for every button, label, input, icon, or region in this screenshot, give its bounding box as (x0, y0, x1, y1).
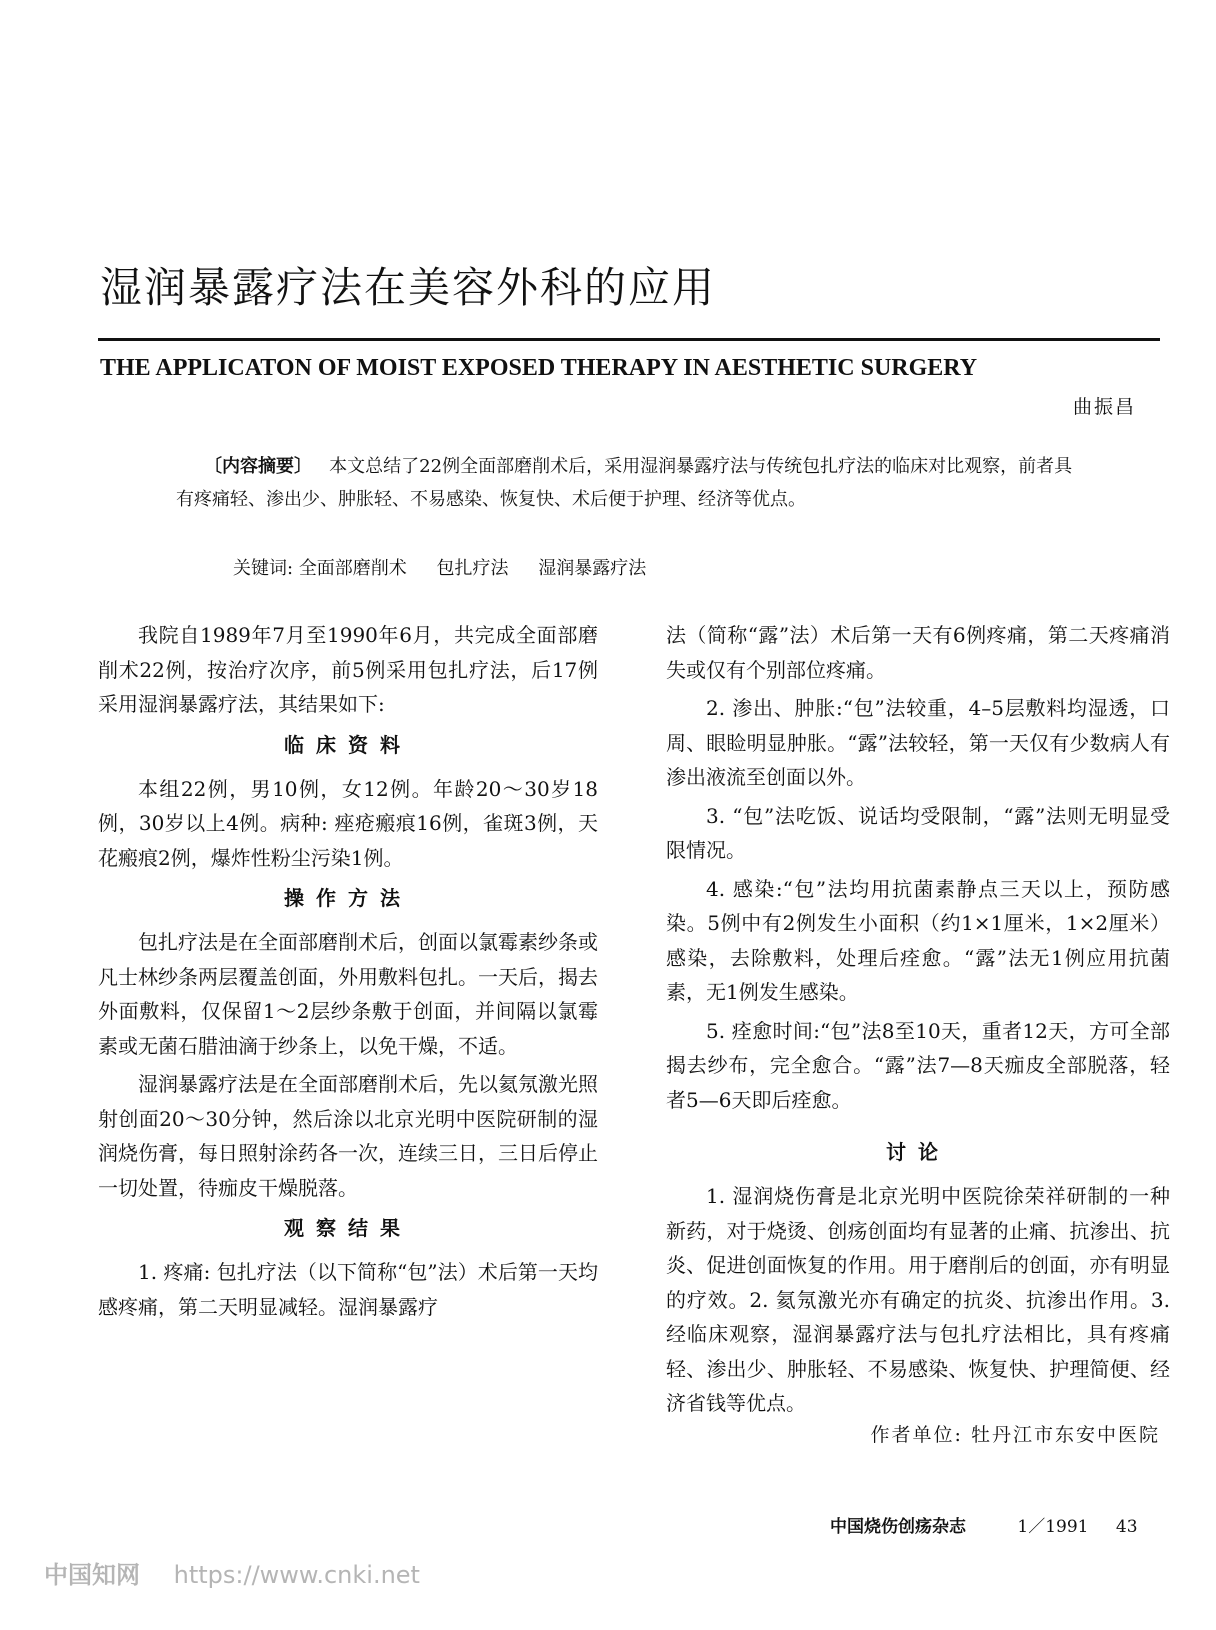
right-column (666, 618, 1170, 1421)
method-paragraph: 湿润暴露疗法是在全面部磨削术后，先以氦氖激光照射创面20～30分钟，然后涂以北京光明中医院研制的湿润烧伤膏，每日照射涂药各一次，连续三日，三日后停止一切处置，待痂皮干燥脱落。 (98, 1072, 598, 1200)
method-paragraph: 包扎疗法是在全面部磨削术后，创面以氯霉素纱条或凡士林纱条两层覆盖创面，外用敷料包扎。一天后，揭去外面敷料，仅保留1～2层纱条敷于创面，并间隔以氯霉素或无菌石腊油滴于纱条上，以免干燥，不适。 (98, 930, 598, 1058)
page-footer (830, 1512, 1138, 1537)
discussion-paragraph: 1. 湿润烧伤膏是北京光明中医院徐荣祥研制的一种新药，对于烧烫、创疡创面均有显著的止痛、抗渗出、抗炎、促进创面恢复的作用。用于磨削后的创面，亦有明显的疗效。2. 氦氖激光亦有确定的抗炎、抗渗出作用。3. 经临床观察，湿润暴露疗法与包扎疗法相比，具有疼痛轻、渗出少、肿胀轻、不易感染、恢复快、护理简便、经济省钱等优点。 (666, 1184, 1170, 1415)
section-heading-method: 操作方法 (284, 886, 412, 910)
english-title: THE APPLICATON OF MOIST EXPOSED THERAPY IN AESTHETIC SURGERY (100, 355, 978, 381)
journal-name: 中国烧伤创疡杂志 (830, 1517, 966, 1537)
section-heading-results: 观察结果 (284, 1216, 412, 1240)
abstract (176, 450, 1076, 516)
abstract-text: 本文总结了22例全面部磨削术后，采用湿润暴露疗法与传统包扎疗法的临床对比观察，前者具有疼痛轻、渗出少、肿胀轻、不易感染、恢复快、术后便于护理、经济等优点。 (176, 456, 1073, 510)
author: 曲振昌 (1072, 396, 1136, 418)
section-heading-discussion: 讨论 (886, 1140, 950, 1164)
result-paragraph: 4. 感染:“包”法均用抗菌素静点三天以上，预防感染。5例中有2例发生小面积（约1×1厘米，1×2厘米）感染，去除敷料，处理后痊愈。“露”法无1例应用抗菌素，无1例发生感染。 (666, 876, 1170, 1004)
abstract-tag: 〔内容摘要〕 (204, 456, 312, 477)
author-affiliation: 作者单位: 牡丹江市东安中医院 (870, 1424, 1160, 1446)
section-heading-clinical: 临床资料 (284, 732, 412, 757)
keyword: 全面部磨削术 (298, 558, 407, 579)
result-paragraph: 法（简称“露”法）术后第一天有6例疼痛，第二天疼痛消失或仅有个别部位疼痛。 (666, 623, 1170, 682)
result-paragraph: 3. “包”法吃饭、说话均受限制，“露”法则无明显受限情况。 (666, 803, 1170, 862)
intro-paragraph: 我院自1989年7月至1990年6月，共完成全面部磨削术22例，按治疗次序，前5例采用包扎疗法，后17例采用湿润暴露疗法，其结果如下: (98, 623, 598, 716)
keywords (233, 554, 670, 580)
watermark-url: https://www.cnki.net (173, 1561, 420, 1589)
keyword: 湿润暴露疗法 (538, 558, 647, 579)
page-number: 43 (1115, 1517, 1138, 1537)
keywords-label: 关键词: (233, 558, 294, 579)
result-paragraph: 2. 渗出、肿胀:“包”法较重，4–5层敷料均湿透，口周、眼睑明显肿胀。“露”法较轻，第一天仅有少数病人有渗出液流至创面以外。 (666, 696, 1170, 789)
watermark (44, 1555, 420, 1590)
result-paragraph: 1. 疼痛: 包扎疗法（以下简称“包”法）术后第一天均感疼痛，第二天明显减轻。湿润暴露疗 (98, 1260, 598, 1319)
clinical-paragraph: 本组22例，男10例，女12例。年龄20～30岁18例，30岁以上4例。病种: 痤疮瘢痕16例，雀斑3例，天花瘢痕2例，爆炸性粉尘污染1例。 (98, 776, 598, 870)
title-rule (98, 338, 1160, 341)
keyword: 包扎疗法 (436, 558, 509, 579)
issue-number: 1／1991 (1017, 1517, 1089, 1537)
article-title: 湿润暴露疗法在美容外科的应用 (100, 263, 717, 312)
result-paragraph: 5. 痊愈时间:“包”法8至10天，重者12天，方可全部揭去纱布，完全愈合。“露”法7—8天痂皮全部脱落，轻者5—6天即后痊愈。 (666, 1018, 1170, 1112)
watermark-logo-text: 中国知网 (44, 1561, 140, 1589)
left-column (98, 618, 598, 1324)
